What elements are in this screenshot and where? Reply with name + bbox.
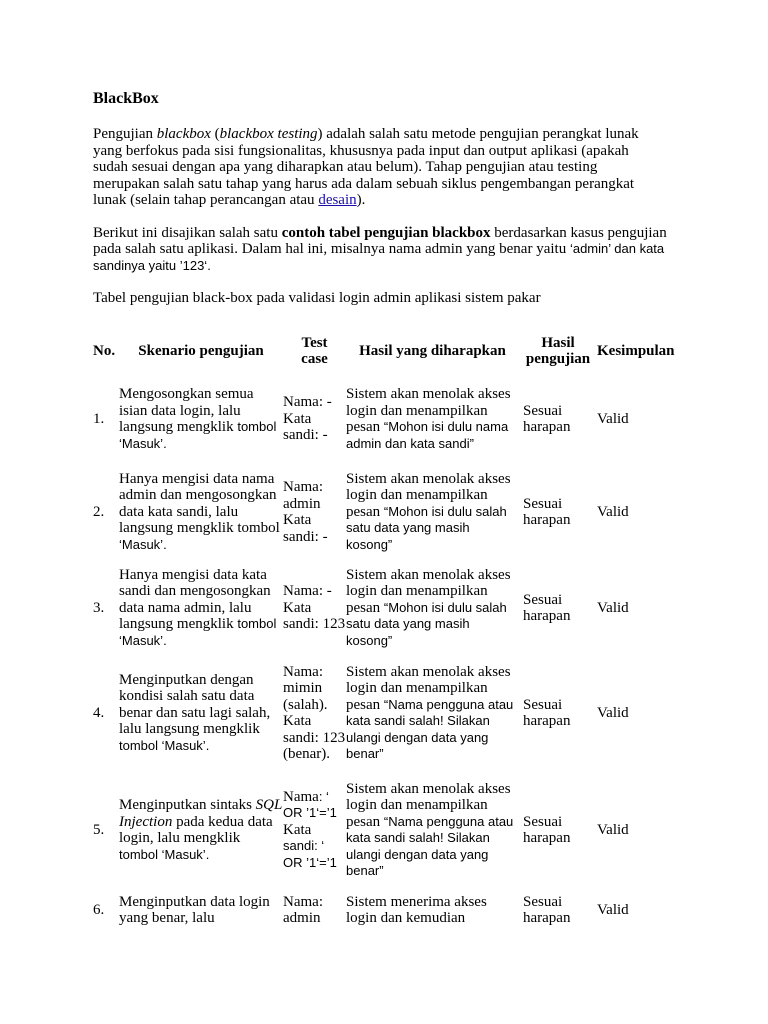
hasil-text: Sistem akan menolak akses login dan menampilkan pesan — [346, 780, 511, 830]
page-title: BlackBox — [93, 90, 159, 107]
intro-italic-term: blackbox testing — [219, 126, 318, 142]
intro-text: berdasarkan kasus pengujian pada salah satu aplikasi. Dalam hal ini, misalnya nama admin yang benar yaitu — [93, 224, 667, 257]
hasil-pengujian-cell: Sesuai harapan — [523, 813, 571, 846]
skenario-button-text: tombol ‘Masuk’. — [119, 419, 277, 451]
kesimpulan-cell: Valid — [597, 901, 629, 918]
hasil-pengujian-cell: Sesuai harapan — [523, 893, 571, 926]
row-number: 6. — [93, 901, 105, 918]
hasil-message: “Mohon isi dulu salah satu data yang masih kosong” — [346, 599, 507, 648]
intro-text: ( — [210, 126, 220, 142]
row-number: 1. — [93, 410, 105, 427]
test-case-cell: Nama: - Kata sandi: 123 — [283, 583, 346, 633]
skenario-cell — [119, 770, 283, 890]
table-row — [93, 656, 683, 770]
table-row — [93, 374, 683, 464]
kesimpulan-cell: Valid — [597, 599, 629, 616]
hasil-text: Sistem akan menolak akses login dan menampilkan pesan — [346, 470, 511, 520]
hasil-pengujian-cell: Sesuai harapan — [523, 696, 571, 729]
hasil-pengujian-cell: Sesuai harapan — [523, 591, 571, 624]
table-caption: Tabel pengujian black-box pada validasi login admin aplikasi sistem pakar — [93, 290, 541, 306]
sql-injection-term: SQL Injection — [119, 797, 283, 830]
row-number: 5. — [93, 821, 105, 838]
test-case-text: Kata — [283, 821, 312, 838]
hasil-message: “Nama pengguna atau kata sandi salah! Silakan ulangi dengan data yang benar” — [346, 696, 514, 761]
hasil-cell — [346, 560, 519, 656]
kesimpulan-cell: Valid — [597, 704, 629, 721]
test-case-cell: Nama: admin — [283, 893, 323, 926]
intro-text: ) adalah salah satu metode pengujian perangkat lunak yang berfokus pada sisi fungsionalitas, khususnya pada input dan output aplikasi (apakah sudah sesuai dengan apa yang diharapkan atau belum). Tahap pengujian atau testing merupakan salah satu tahap yang harus ada dalam sebuah siklus pengembangan perangkat lunak (selain tahap perancangan atau — [93, 126, 639, 208]
table-row — [93, 770, 683, 890]
header-hasil-diharapkan: Hasil yang diharapkan — [359, 342, 506, 359]
table-intro-paragraph — [93, 225, 668, 275]
hasil-text: Sistem akan menolak akses login dan menampilkan pesan — [346, 566, 511, 616]
credentials-text: ‘admin’ dan kata sandinya yaitu ’123‘. — [93, 241, 665, 273]
skenario-button-text: ‘Masuk’. — [119, 536, 167, 552]
skenario-cell — [119, 656, 283, 770]
table-row — [93, 560, 683, 656]
skenario-text: Hanya mengisi data nama admin dan mengosongkan data kata sandi, lalu langsung mengklik tombol — [119, 470, 280, 537]
test-case-injection: : ‘ OR ’1‘=’1 — [283, 788, 337, 821]
skenario-button-text: tombol ‘Masuk’. — [119, 616, 277, 648]
kesimpulan-cell: Valid — [597, 821, 629, 838]
skenario-text: Menginputkan sintaks — [119, 797, 256, 813]
skenario-text: Menginputkan dengan kondisi salah satu data benar dan satu lagi salah, lalu langsung mengklik — [119, 671, 271, 738]
hasil-pengujian-cell: Sesuai harapan — [523, 495, 571, 528]
skenario-cell — [119, 560, 283, 656]
header-skenario: Skenario pengujian — [138, 342, 264, 359]
intro-paragraph — [93, 126, 663, 209]
hasil-message: “Mohon isi dulu salah satu data yang masih kosong” — [346, 503, 507, 552]
kesimpulan-cell: Valid — [597, 410, 629, 427]
skenario-text: Mengosongkan semua isian data login, lalu langsung mengklik — [119, 386, 254, 435]
intro-text: Berikut ini disajikan salah satu — [93, 224, 282, 241]
skenario-cell: Menginputkan data login yang benar, lalu — [119, 893, 270, 926]
intro-text: ). — [356, 192, 366, 208]
intro-italic-term: blackbox — [156, 126, 211, 142]
kesimpulan-cell: Valid — [597, 503, 629, 520]
hasil-message: “Nama pengguna atau kata sandi salah! Silakan ulangi dengan data yang benar” — [346, 813, 514, 878]
hasil-cell — [346, 374, 519, 464]
table-header-row — [93, 328, 683, 374]
skenario-text: pada kedua data login, lalu mengklik — [119, 813, 273, 846]
article — [93, 90, 683, 926]
hasil-text: Sistem akan menolak akses login dan menampilkan pesan — [346, 663, 511, 713]
header-hasil-pengujian: Hasil pengujian — [525, 334, 591, 367]
intro-text: Pengujian — [93, 126, 157, 142]
desain-link[interactable]: desain — [318, 192, 357, 208]
header-kesimpulan: Kesimpulan — [597, 342, 675, 359]
test-case-cell: Nama: - Kata sandi: - — [283, 394, 332, 444]
row-number: 4. — [93, 704, 105, 721]
hasil-text: Sistem akan menolak akses login dan menampilkan pesan — [346, 386, 511, 435]
hasil-cell — [346, 770, 519, 890]
hasil-cell: Sistem menerima akses login dan kemudian — [346, 893, 487, 926]
table-row — [93, 890, 683, 930]
header-no: No. — [93, 342, 116, 359]
test-case-injection: sandi: ‘ OR ’1‘=’1 — [283, 838, 337, 870]
hasil-cell — [346, 464, 519, 560]
test-case-text: Nama — [283, 788, 319, 805]
header-test-case: Test case — [301, 334, 328, 367]
test-case-cell: Nama: mimin (salah). Kata sandi: 123 (benar). — [283, 663, 346, 762]
bold-phrase: contoh tabel pengujian blackbox — [281, 224, 491, 241]
row-number: 2. — [93, 503, 105, 520]
skenario-text: Hanya mengisi data kata sandi dan mengosongkan data nama admin, lalu langsung mengklik — [119, 566, 271, 633]
hasil-pengujian-cell: Sesuai harapan — [523, 402, 571, 435]
row-number: 3. — [93, 599, 105, 616]
blackbox-test-table — [93, 328, 683, 930]
skenario-cell — [119, 374, 283, 464]
test-case-cell — [283, 770, 346, 890]
table-row — [93, 464, 683, 560]
hasil-message: “Mohon isi dulu nama admin dan kata sandi” — [346, 419, 509, 451]
hasil-cell — [346, 656, 519, 770]
skenario-cell — [119, 464, 283, 560]
skenario-button-text: tombol ‘Masuk’. — [119, 846, 210, 862]
test-case-cell: Nama: admin Kata sandi: - — [283, 479, 328, 545]
skenario-button-text: tombol ‘Masuk’. — [119, 737, 210, 753]
